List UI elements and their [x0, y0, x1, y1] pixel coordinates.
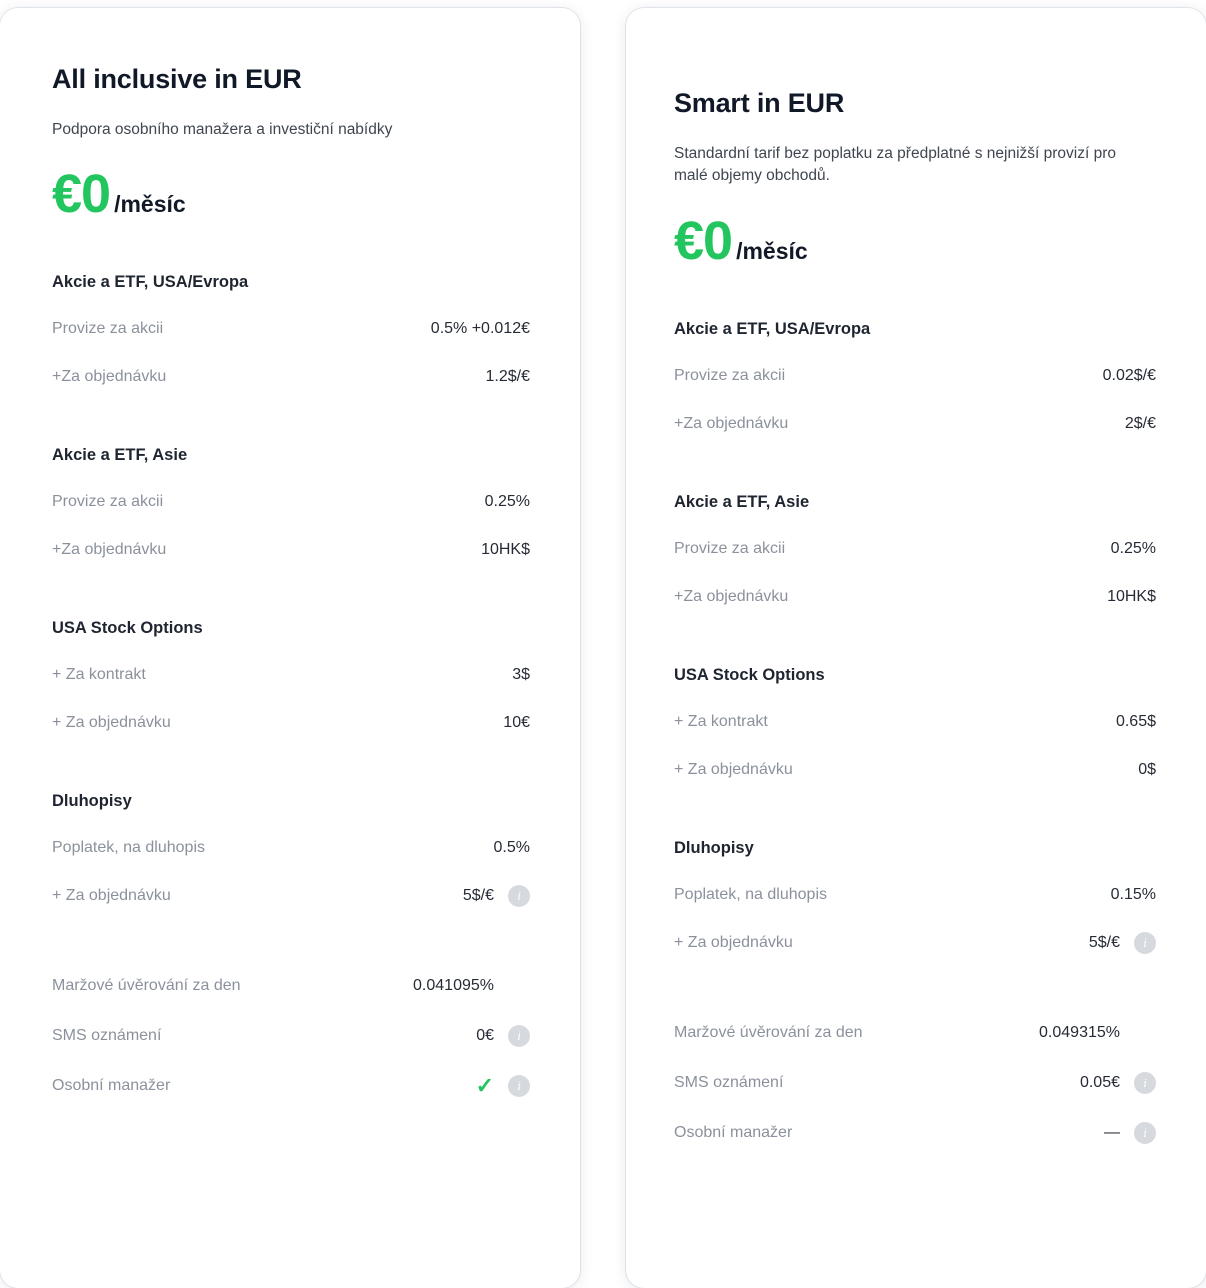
fee-row [52, 831, 530, 865]
fee-group-usa-stock-options [674, 666, 1156, 787]
summary-value: 0.049315% [1039, 1023, 1120, 1041]
page-title: All inclusive in EUR [52, 64, 302, 94]
fee-value: 1.2$/€ [485, 368, 530, 386]
fee-label: +Za objednávku [52, 541, 167, 559]
fee-group-stocks-us-eu [52, 273, 530, 394]
fee-row [674, 705, 1156, 739]
fee-value: 10HK$ [1107, 587, 1156, 605]
fee-row [674, 532, 1156, 566]
info-icon[interactable]: i [508, 1075, 530, 1097]
summary-value: 0.041095% [413, 977, 494, 995]
fee-group-bonds [52, 792, 530, 913]
fee-label: + Za kontrakt [674, 712, 768, 730]
fee-label: Poplatek, na dluhopis [52, 839, 205, 857]
fee-row [52, 706, 530, 740]
summary-label: SMS oznámení [52, 1027, 162, 1045]
fee-value: 10HK$ [481, 541, 530, 559]
plan-price [674, 210, 1156, 271]
fee-row [52, 533, 530, 567]
fee-group-title: Akcie a ETF, USA/Evropa [674, 319, 871, 338]
fee-row [674, 359, 1156, 393]
fee-label: Provize za akcii [674, 539, 786, 557]
dash-icon: — [1104, 1123, 1120, 1141]
fee-value: 0.65$ [1115, 712, 1156, 730]
plan-price-amount: €0 [52, 164, 111, 225]
fee-value: 0.5% [493, 839, 530, 857]
summary-row [52, 1019, 530, 1053]
fee-value: 0.02$/€ [1102, 366, 1156, 384]
pricing-card-all-inclusive [0, 8, 580, 1288]
summary-label: Osobní manažer [52, 1077, 171, 1095]
pricing-card-smart [626, 8, 1206, 1288]
summary-row [52, 1069, 530, 1103]
summary-label: Maržové úvěrování za den [52, 977, 241, 995]
fee-group-stocks-us-eu [674, 320, 1156, 441]
fee-row [674, 407, 1156, 441]
fee-row [52, 312, 530, 346]
fee-label: +Za objednávku [674, 414, 789, 432]
fee-group-stocks-asia [674, 493, 1156, 614]
plan-description: Podpora osobního manažera a investiční nabídky [52, 121, 393, 138]
summary-value: 0.05€ [1079, 1073, 1120, 1091]
fee-value: 0.15% [1110, 885, 1156, 903]
fee-label: + Za objednávku [52, 714, 171, 732]
fee-row [674, 753, 1156, 787]
fee-label: + Za objednávku [674, 933, 793, 951]
summary-label: Osobní manažer [674, 1123, 793, 1141]
fee-value: 2$/€ [1124, 414, 1156, 432]
fee-group-title: Akcie a ETF, Asie [674, 492, 810, 511]
fee-value: 0$ [1138, 760, 1156, 778]
fee-group-title: USA Stock Options [52, 619, 203, 638]
plan-summary-list [674, 1016, 1156, 1150]
plan-description: Standardní tarif bez poplatku za předplatné s nejnižší provizí pro malé objemy obchodů. [674, 145, 1117, 185]
fee-label: +Za objednávku [52, 368, 167, 386]
summary-label: SMS oznámení [674, 1073, 784, 1091]
fee-value: 5$/€ [462, 887, 494, 905]
info-icon[interactable]: i [1134, 932, 1156, 954]
summary-row [52, 969, 530, 1003]
info-icon[interactable]: i [1134, 1122, 1156, 1144]
summary-row [674, 1066, 1156, 1100]
fee-group-title: Akcie a ETF, USA/Evropa [52, 273, 249, 292]
fee-label: Provize za akcii [674, 366, 786, 384]
fee-group-title: Dluhopisy [674, 838, 754, 857]
fee-group-title: Akcie a ETF, Asie [52, 446, 188, 465]
plan-price-amount: €0 [674, 210, 733, 271]
fee-value: 0.25% [1110, 539, 1156, 557]
plan-price-period: /měsíc [736, 237, 808, 264]
info-icon[interactable]: i [1134, 1072, 1156, 1094]
fee-label: Poplatek, na dluhopis [674, 885, 827, 903]
fee-label: +Za objednávku [674, 587, 789, 605]
fee-group-title: USA Stock Options [674, 665, 825, 684]
fee-row [674, 926, 1156, 960]
fee-label: + Za objednávku [52, 887, 171, 905]
fee-row [674, 878, 1156, 912]
fee-value: 5$/€ [1088, 933, 1120, 951]
fee-group-bonds [674, 839, 1156, 960]
fee-row [674, 580, 1156, 614]
fee-label: Provize za akcii [52, 493, 164, 511]
fee-label: + Za objednávku [674, 760, 793, 778]
fee-group-stocks-asia [52, 446, 530, 567]
fee-value: 0.5% +0.012€ [430, 320, 530, 338]
plan-summary-list [52, 969, 530, 1103]
info-icon[interactable]: i [508, 885, 530, 907]
plan-price-period: /měsíc [114, 191, 186, 218]
summary-value: 0€ [476, 1027, 494, 1045]
fee-row [52, 879, 530, 913]
fee-value: 3$ [512, 666, 530, 684]
summary-label: Maržové úvěrování za den [674, 1023, 863, 1041]
fee-row [52, 360, 530, 394]
fee-label: + Za kontrakt [52, 666, 146, 684]
summary-row [674, 1116, 1156, 1150]
fee-value: 10€ [503, 714, 530, 732]
page-title: Smart in EUR [674, 88, 845, 118]
fee-group-title: Dluhopisy [52, 792, 132, 811]
fee-value: 0.25% [484, 493, 530, 511]
info-icon[interactable]: i [508, 1025, 530, 1047]
fee-group-usa-stock-options [52, 619, 530, 740]
fee-label: Provize za akcii [52, 320, 164, 338]
fee-row [52, 658, 530, 692]
summary-row [674, 1016, 1156, 1050]
fee-row [52, 485, 530, 519]
plan-price [52, 164, 530, 225]
check-icon: ✓ [475, 1073, 494, 1099]
